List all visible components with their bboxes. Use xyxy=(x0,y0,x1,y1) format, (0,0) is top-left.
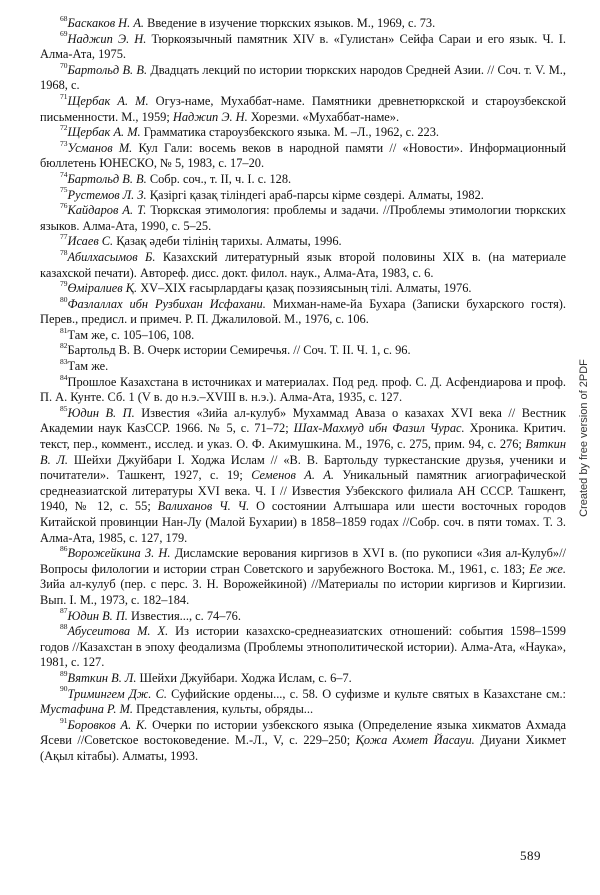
footnote-text: Из истории казахско-среднеазиатских отношений: события 1598–1599 годов //Казахстан в эпоху феодализма (Проблемы этнополитической истории). Алма-Ата, «Наука», 1981, с. 127. xyxy=(40,624,566,670)
footnote-author: Щербак А. М. xyxy=(67,93,149,108)
footnote-text: Известия «Зийа ал-кулуб» Мухаммад Аваза о казахах XVI века // Вестник Академии наук КазССР. 1966. № 5, с. 71–72; xyxy=(40,405,566,436)
footnote-text: Қазақ әдеби тілінің тарихы. Алматы, 1996. xyxy=(113,234,342,249)
footnote-author: Вяткин В. Л. xyxy=(67,670,137,685)
footnote-72 xyxy=(40,125,566,141)
footnote-number: 77 xyxy=(60,232,68,242)
footnote-83 xyxy=(40,356,566,375)
footnote-81 xyxy=(40,325,566,344)
footnote-author: Усманов М. xyxy=(67,140,133,155)
footnote-author: Валиханов Ч. Ч. xyxy=(157,499,250,514)
footnote-author: Наджип Э. Н. xyxy=(172,109,248,124)
footnote-74 xyxy=(40,169,566,188)
footnote-text: Хроника. Критич. текст, пер., коммент., исслед. и указ. О. Ф. Акимушкина. М., 1976, с. 275, прим. 94, с. 276; xyxy=(40,421,566,452)
footnote-number: 87 xyxy=(60,606,68,616)
footnote-number: 80 xyxy=(60,294,68,304)
footnote-number: 70 xyxy=(60,60,68,70)
footnote-text: Зийа ал-кулуб (пер. с перс. З. Н. Ворожейкиной) //Материалы по истории киргизов и Киргизии. Вып. I. М., 1973, с. 182–184. xyxy=(40,577,566,607)
footnote-text: Тюркская этимология: проблемы и задачи. //Проблемы этимологии тюркских языков. Алма-Ата, 1990, с. 5–25. xyxy=(40,203,566,233)
footnote-author: Бартольд В. В. xyxy=(67,62,148,77)
footnote-71 xyxy=(40,91,566,125)
footnote-89 xyxy=(40,668,566,687)
footnote-68 xyxy=(40,13,566,32)
footnote-text: Кул Гали: восемь веков в народной памяти // «Новости». Информационный бюллетень ЮНЕСКО, № 5, 1983, с. 17–20. xyxy=(40,140,566,171)
footnote-87 xyxy=(40,606,566,625)
footnote-number: 75 xyxy=(60,185,68,195)
footnote-73 xyxy=(40,138,566,172)
footnote-text: Суфийские ордены..., с. 58. О суфизме и культе святых в Казахстане см.: xyxy=(166,686,566,701)
footnote-number: 86 xyxy=(60,544,68,554)
footnote-number: 71 xyxy=(60,91,68,101)
footnote-text: Бартольд В. В. Очерк истории Семиречья. // Соч. Т. II. Ч. 1, с. 96. xyxy=(67,343,411,358)
footnote-author: Рустемов Л. З. xyxy=(67,187,147,202)
footnote-text: Известия..., с. 74–76. xyxy=(127,608,241,623)
footnote-author: Фазлаллах ибн Рузбихан Исфахани. xyxy=(67,296,266,311)
footnote-86 xyxy=(40,546,566,608)
footnote-text: Қазіргі қазақ тіліндегі араб-парсы кірме сөздері. Алматы, 1982. xyxy=(146,187,484,202)
footnote-author: Наджип Э. Н. xyxy=(67,31,147,46)
footnote-number: 79 xyxy=(60,278,68,288)
footnote-number: 90 xyxy=(60,684,68,694)
footnotes-list xyxy=(40,13,567,765)
footnote-text: О состоянии Алтышара или шести восточных городов Китайской провинции Нан-Лу (Малой Бухарии) в 1858–1859 годах //Собр. соч. в пяти томах. Т. 3. Алма-Ата, 1985, с. 127, 179. xyxy=(40,499,566,545)
footnote-author: Абилхасымов Б. xyxy=(67,249,156,264)
footnote-text: Представления, культы, обряды... xyxy=(133,702,314,717)
footnote-text: Грамматика староузбекского языка. М. –Л., 1962, с. 223. xyxy=(140,125,440,140)
footnote-number: 81 xyxy=(60,325,68,335)
footnote-number: 89 xyxy=(60,668,68,678)
footnote-91 xyxy=(40,715,567,765)
footnote-84 xyxy=(40,372,566,406)
footnote-69 xyxy=(40,29,566,63)
footnote-text: Уникальный памятник агиографической среднеазиатской литературы XVI века. Ч. I // Известия Узбекского филиала АН СССР. Ташкент, 1940, № 12, с. 55; xyxy=(40,468,566,514)
footnote-number: 83 xyxy=(60,356,68,366)
footnote-author: Боровков А. К. xyxy=(67,717,148,732)
footnote-author: Кайдаров А. Т. xyxy=(67,203,147,218)
footnote-text: Хорезми. «Мухаббат-наме». xyxy=(247,109,400,124)
footnote-text: XV–XIX ғасырлардағы қазақ поэзиясының тілі. Алматы, 1976. xyxy=(137,281,472,296)
footnote-author: Семенов А. А. xyxy=(251,468,334,483)
footnote-text: Дисламские верования киргизов в XVI в. (по рукописи «Зия ал-Кулуб»// Вопросы филологии и истории стран Советского и зарубежного Востока. М., 1961, с. 183; xyxy=(40,546,566,576)
footnote-75 xyxy=(40,185,566,204)
footnote-text: Шейхи Джуйбари. Ходжа Ислам, с. 6–7. xyxy=(136,670,352,685)
footnote-78 xyxy=(40,247,566,281)
footnote-author: Бартольд В. В. xyxy=(67,171,147,186)
footnote-number: 74 xyxy=(60,169,68,179)
footnote-85 xyxy=(40,403,566,546)
footnote-author: Юдин В. П. xyxy=(67,405,135,420)
footnote-text: Михман-наме-йа Бухара (Записки бухарского гостя). Перев., предисл. и примеч. Р. П. Джалиловой. М., 1976, с. 106. xyxy=(40,296,566,327)
footnote-number: 84 xyxy=(60,372,68,382)
footnote-text: Диуани Хикмет (Ақыл кітабы). Алматы, 1993. xyxy=(40,733,566,763)
footnote-76 xyxy=(40,203,566,234)
footnote-number: 91 xyxy=(60,715,68,725)
watermark-text: Created by free version of 2PDF xyxy=(578,359,590,517)
footnote-text: Там же. xyxy=(67,359,109,374)
footnote-author: Щербак А. М. xyxy=(67,125,141,140)
footnote-number: 82 xyxy=(60,341,68,351)
footnote-author: Абусеитова М. Х. xyxy=(67,624,169,639)
footnote-number: 78 xyxy=(60,247,68,257)
footnote-author: Исаев С. xyxy=(67,234,114,249)
footnote-82 xyxy=(40,343,566,359)
footnote-text: Огуз-наме, Мухаббат-наме. Памятники древнетюркской и староузбекской письменности. М., 1959; xyxy=(40,93,566,124)
footnote-90 xyxy=(40,684,566,718)
footnote-author: Өміралиев Қ. xyxy=(67,281,138,296)
footnote-author: Қожа Ахмет Йасауи. xyxy=(355,733,475,748)
footnote-number: 76 xyxy=(60,201,68,210)
footnote-number: 69 xyxy=(60,29,68,39)
footnote-number: 73 xyxy=(60,138,68,148)
footnote-text: Введение в изучение тюркских языков. М., 1969, с. 73. xyxy=(144,16,436,30)
footnote-77 xyxy=(40,234,566,250)
footnote-text: Там же, с. 105–106, 108. xyxy=(67,327,195,342)
footnote-number: 88 xyxy=(60,622,68,632)
footnote-number: 68 xyxy=(60,13,68,23)
footnote-author: Мустафина Р. М. xyxy=(40,702,133,717)
footnote-80 xyxy=(40,294,566,328)
footnote-author: Шах-Махмуд ибн Фазил Чурас. xyxy=(293,421,465,436)
footnote-text: Тюркоязычный памятник XIV в. «Гулистан» Сейфа Сараи и его язык. Ч. I. Алма-Ата, 1975. xyxy=(40,31,566,62)
footnote-text: Очерки по истории узбекского языка (Определение языка хикматов Ахмада Ясеви //Советское востоковедение. М.-Л., V, с. 229–250; xyxy=(40,717,567,748)
footnote-text: Казахский литературный язык второй половины XIX в. (на материале казахской печати). Автореф. дисс. докт. филол. наук., Алма-Ата, 1983, с. 6. xyxy=(40,249,566,280)
footnote-70 xyxy=(40,60,566,94)
footnote-author: Юдин В. П. xyxy=(67,608,128,623)
footnote-text: Прошлое Казахстана в источниках и материалах. Под ред. проф. С. Д. Асфендиарова и проф. П. А. Кунте. Сб. 1 (V в. до н.э.–XVIII в. н.э.). Алма-Ата, 1935, с. 127. xyxy=(40,374,566,405)
footnote-number: 85 xyxy=(60,403,68,413)
footnote-text: Собр. соч., т. II, ч. I. с. 128. xyxy=(146,171,292,186)
footnote-88 xyxy=(40,624,566,671)
footnote-number: 72 xyxy=(60,123,68,133)
footnote-author: Баскаков Н. А. xyxy=(67,16,144,30)
footnote-author: Ее же. xyxy=(529,561,566,576)
footnote-author: Вяткин В. Л. xyxy=(40,437,566,467)
footnote-author: Тримингем Дж. С. xyxy=(67,686,167,701)
footnote-text: Двадцать лекций по истории тюркских народов Средней Азии. // Соч. т. V. М., 1968, с. xyxy=(40,62,566,93)
footnote-author: Ворожейкина З. Н. xyxy=(67,546,171,561)
footnote-text: Шейхи Джуйбари I. Ходжа Ислам // «В. В. Бартольду туркестанские друзья, ученики и почитатели». Ташкент, 1927, с. 19; xyxy=(40,452,566,483)
footnote-79 xyxy=(40,278,566,297)
page-number: 589 xyxy=(520,848,541,863)
